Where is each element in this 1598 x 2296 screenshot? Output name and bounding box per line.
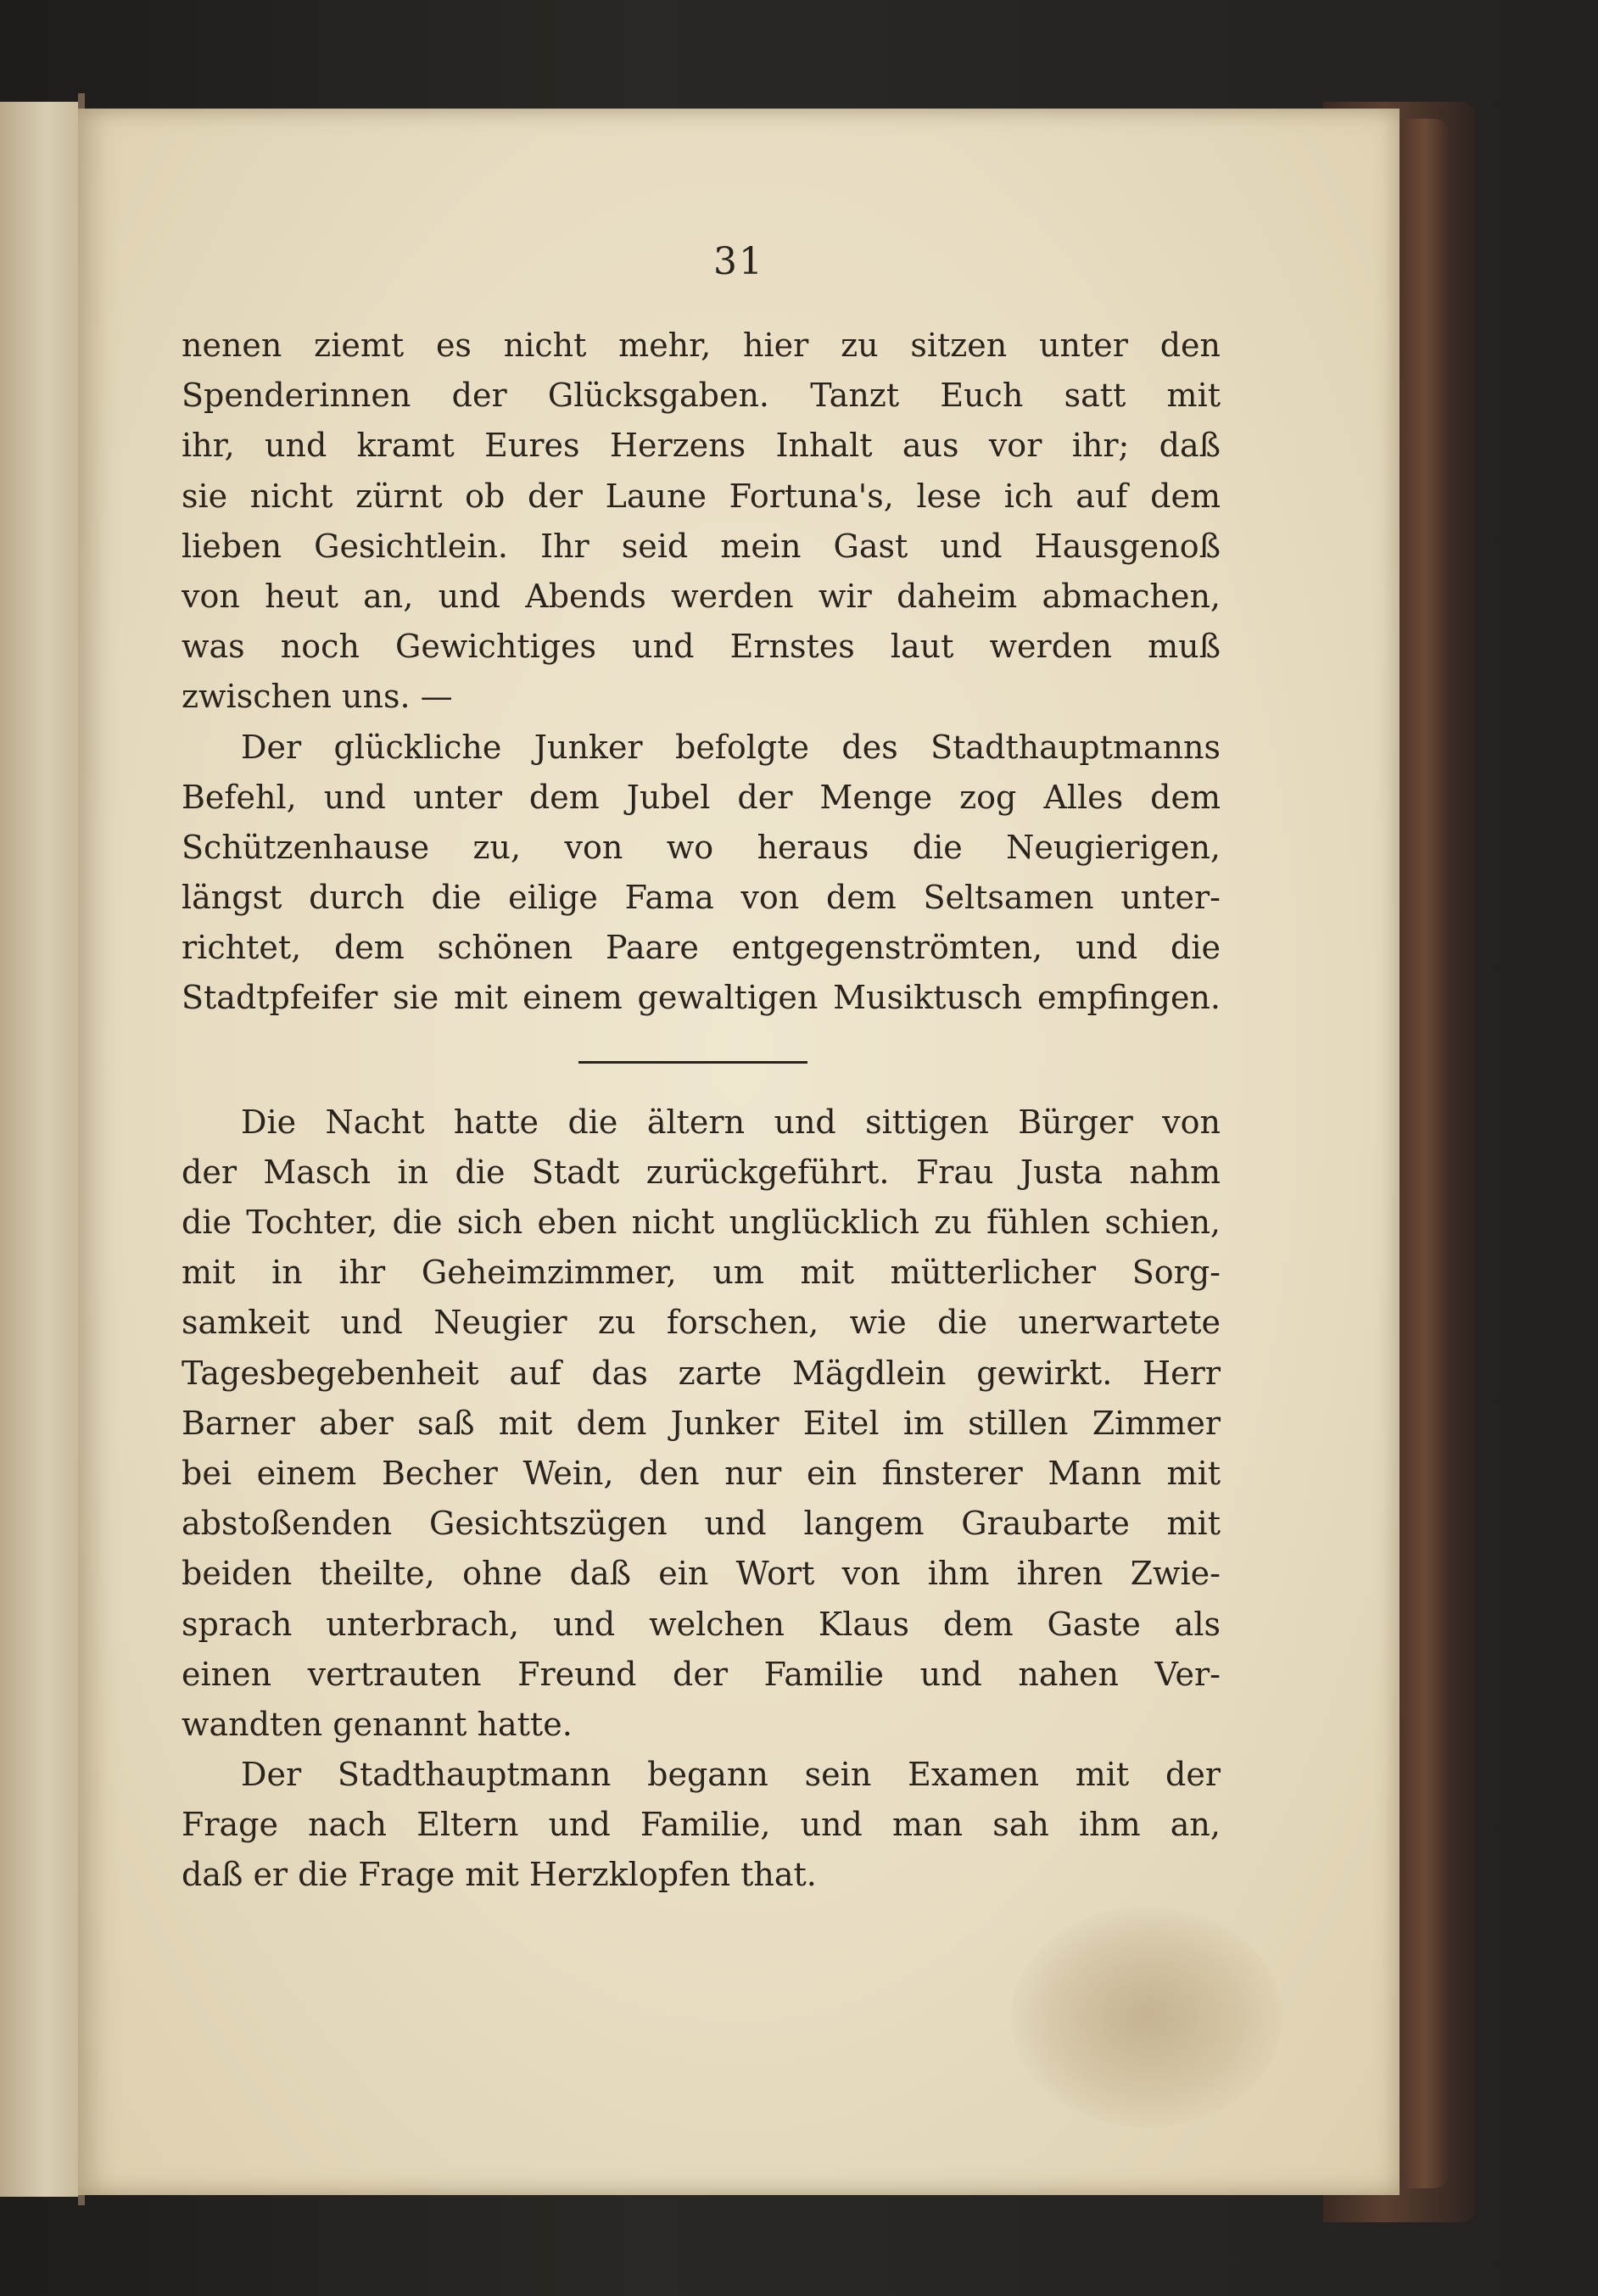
text-line: Schützenhause zu, von wo heraus die Neugierigen, [182, 828, 1221, 866]
text-line: Tagesbegebenheit auf das zarte Mägdlein gewirkt. Herr [182, 1354, 1221, 1392]
book-page [78, 109, 1400, 2195]
text-line: lieben Gesichtlein. Ihr seid mein Gast und Hausgenoß [182, 527, 1221, 565]
text-line: Stadtpfeifer sie mit einem gewaltigen Musiktusch empfingen. [182, 979, 1221, 1017]
text-line: Befehl, und unter dem Jubel der Menge zog Alles dem [182, 778, 1221, 816]
text-line: längst durch die eilige Fama von dem Seltsamen unter- [182, 879, 1221, 917]
text-line: von heut an, und Abends werden wir daheim abmachen, [182, 577, 1221, 615]
text-line: mit in ihr Geheimzimmer, um mit mütterlicher Sorg- [182, 1254, 1221, 1292]
text-line: bei einem Becher Wein, den nur ein finsterer Mann mit [182, 1454, 1221, 1492]
text-line: Spenderinnen der Glücksgaben. Tanzt Euch satt mit [182, 377, 1221, 415]
text-line: samkeit und Neugier zu forschen, wie die unerwartete [182, 1304, 1221, 1342]
text-line: zwischen uns. — [182, 678, 453, 716]
text-line: richtet, dem schönen Paare entgegenströmten, und die [182, 929, 1221, 967]
text-line: einen vertrauten Freund der Familie und nahen Ver- [182, 1655, 1221, 1693]
text-line: beiden theilte, ohne daß ein Wort von ihm ihren Zwie- [182, 1555, 1221, 1593]
section-divider [578, 1061, 807, 1064]
text-line: nenen ziemt es nicht mehr, hier zu sitzen unter den [182, 327, 1221, 364]
text-line: sie nicht zürnt ob der Laune Fortuna's, lese ich auf dem [182, 477, 1221, 515]
text-line: die Tochter, die sich eben nicht unglücklich zu fühlen schien, [182, 1204, 1221, 1241]
text-line: der Masch in die Stadt zurückgeführt. Frau Justa nahm [182, 1153, 1221, 1191]
text-line: was noch Gewichtiges und Ernstes laut werden muß [182, 628, 1221, 666]
text-line: sprach unterbrach, und welchen Klaus dem Gaste als [182, 1605, 1221, 1643]
text-line: Barner aber saß mit dem Junker Eitel im stillen Zimmer [182, 1404, 1221, 1442]
text-line: Der Stadthauptmann begann sein Examen mit der [241, 1756, 1221, 1794]
page-number: 31 [713, 240, 764, 283]
text-line: Frage nach Eltern und Familie, und man sah ihm an, [182, 1806, 1221, 1844]
book-cover-edge [1400, 119, 1450, 2188]
text-line: Die Nacht hatte die ältern und sittigen Bürger von [241, 1103, 1221, 1141]
page-text [182, 321, 1221, 1901]
left-page-edge [0, 102, 81, 2197]
text-line: wandten genannt hatte. [182, 1705, 573, 1743]
page-stain [1011, 1907, 1282, 2127]
text-line: daß er die Frage mit Herzklopfen that. [182, 1856, 817, 1894]
text-line: Der glückliche Junker befolgte des Stadthauptmanns [241, 728, 1221, 766]
text-line: abstoßenden Gesichtszügen und langem Graubarte mit [182, 1505, 1221, 1543]
text-line: ihr, und kramt Eures Herzens Inhalt aus vor ihr; daß [182, 427, 1221, 465]
